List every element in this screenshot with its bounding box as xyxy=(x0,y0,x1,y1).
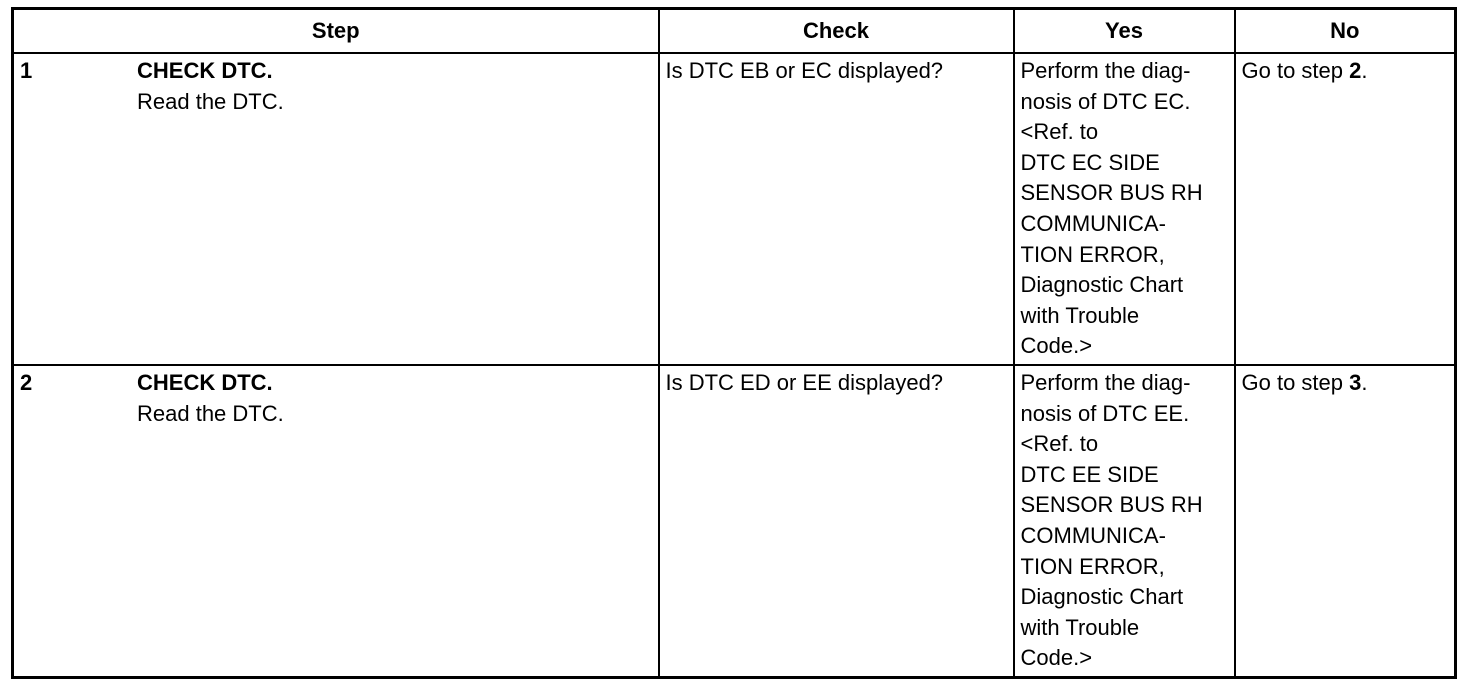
yes-line: Diagnostic Chart xyxy=(1020,272,1184,298)
no-suffix: . xyxy=(1361,369,1368,395)
yes-line: SENSOR BUS RH xyxy=(1020,180,1203,206)
step-cell xyxy=(13,53,659,365)
yes-line: Diagnostic Chart xyxy=(1020,584,1184,610)
no-suffix: . xyxy=(1361,58,1368,83)
yes-line: Code.> xyxy=(1020,333,1093,359)
step-cell xyxy=(13,365,659,677)
diagnostic-table xyxy=(11,7,1457,679)
yes-line: DTC EE SIDE xyxy=(1020,461,1159,487)
header-yes: Yes xyxy=(1014,9,1235,54)
no-cell xyxy=(1235,365,1456,677)
yes-line: DTC EC SIDE xyxy=(1020,149,1160,175)
yes-line: nosis of DTC EE. xyxy=(1020,400,1190,426)
yes-cell xyxy=(1014,53,1235,365)
yes-line: with Trouble xyxy=(1020,302,1140,328)
yes-line: with Trouble xyxy=(1020,614,1140,640)
yes-line: TION ERROR, xyxy=(1020,241,1165,267)
yes-line: SENSOR BUS RH xyxy=(1020,492,1203,518)
step-title: CHECK DTC. xyxy=(137,369,273,395)
table-row xyxy=(13,365,1456,677)
check-cell: Is DTC ED or EE displayed? xyxy=(659,365,1014,677)
yes-line: <Ref. to xyxy=(1020,431,1099,457)
step-description: Read the DTC. xyxy=(137,88,284,114)
no-prefix: Go to step xyxy=(1241,369,1350,395)
yes-line: COMMUNICA- xyxy=(1020,522,1166,548)
no-cell xyxy=(1235,53,1456,365)
yes-line: COMMUNICA- xyxy=(1020,210,1166,236)
step-number: 1 xyxy=(20,58,33,83)
yes-line: <Ref. to xyxy=(1020,119,1099,145)
header-no: No xyxy=(1235,9,1456,54)
header-row xyxy=(13,9,1456,54)
header-check: Check xyxy=(659,9,1014,54)
yes-line: nosis of DTC EC. xyxy=(1020,88,1191,114)
no-step-number: 2 xyxy=(1349,58,1362,83)
yes-line: Code.> xyxy=(1020,645,1093,671)
step-title: CHECK DTC. xyxy=(137,58,273,83)
yes-line: TION ERROR, xyxy=(1020,553,1165,579)
yes-line: Perform the diag- xyxy=(1020,369,1191,395)
table-row xyxy=(13,53,1456,365)
no-step-number: 3 xyxy=(1349,369,1362,395)
check-cell: Is DTC EB or EC displayed? xyxy=(659,53,1014,365)
yes-cell xyxy=(1014,365,1235,677)
step-number: 2 xyxy=(20,369,33,395)
no-prefix: Go to step xyxy=(1241,58,1350,83)
header-step: Step xyxy=(13,9,659,54)
step-description: Read the DTC. xyxy=(137,400,284,426)
yes-line: Perform the diag- xyxy=(1020,58,1191,83)
